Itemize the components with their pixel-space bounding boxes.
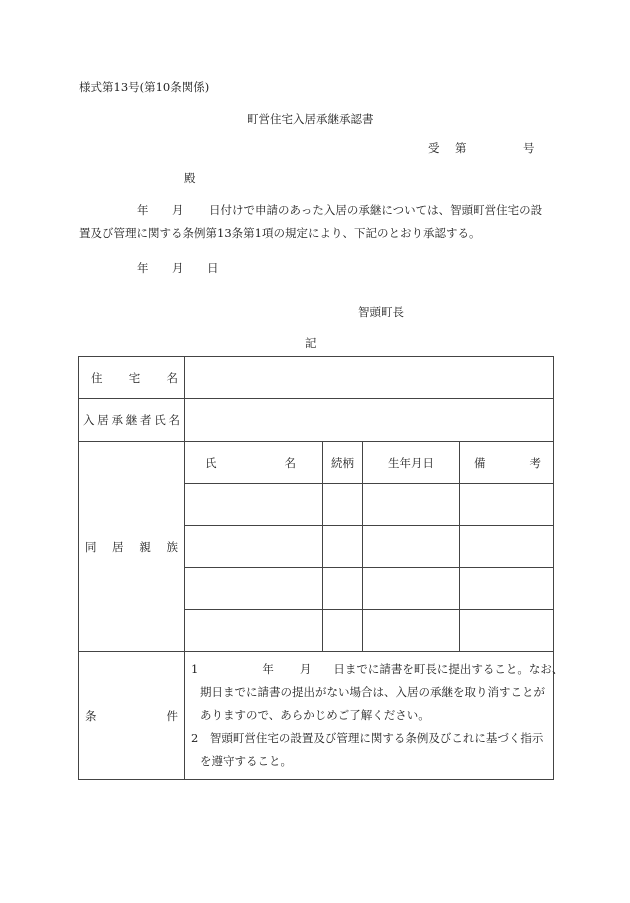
family-birthdate-cell[interactable] <box>363 610 460 652</box>
body-line1-text: 日付けで申請のあった入居の承継については、智頭町営住宅の設 <box>209 203 543 217</box>
family-relation-cell[interactable] <box>323 610 363 652</box>
family-remarks-cell[interactable] <box>460 568 554 610</box>
ki-heading: 記 <box>305 336 317 350</box>
header-relation: 続柄 <box>323 442 363 484</box>
housing-value-cell[interactable] <box>185 357 554 399</box>
form-number: 様式第13号(第10条関係) <box>79 80 210 94</box>
date-day: 日 <box>207 261 219 275</box>
family-remarks-cell[interactable] <box>460 610 554 652</box>
family-birthdate-cell[interactable] <box>363 568 460 610</box>
family-name-cell[interactable] <box>185 526 323 568</box>
successor-value-cell[interactable] <box>185 399 554 442</box>
document-title: 町営住宅入居承継承認書 <box>247 112 374 126</box>
reference-received: 受 <box>428 141 440 155</box>
family-relation-cell[interactable] <box>323 526 363 568</box>
header-birthdate: 生年月日 <box>363 442 460 484</box>
reference-dai: 第 <box>455 141 467 155</box>
reference-number-suffix: 号 <box>523 141 535 155</box>
family-header-row <box>79 442 554 484</box>
conditions-label: 条 件 <box>79 652 185 780</box>
addressee-suffix: 殿 <box>184 171 196 185</box>
family-name-cell[interactable] <box>185 610 323 652</box>
family-name-cell[interactable] <box>185 484 323 526</box>
condition-1-line2: 期日までに請書の提出がない場合は、入居の承継を取り消すことが <box>200 685 545 699</box>
date-year: 年 <box>137 261 149 275</box>
family-birthdate-cell[interactable] <box>363 484 460 526</box>
family-relation-cell[interactable] <box>323 568 363 610</box>
header-remarks: 備 考 <box>460 442 554 484</box>
family-label: 同 居 親 族 <box>79 442 185 652</box>
condition-2-line2: を遵守すること。 <box>200 754 292 768</box>
successor-row <box>79 399 554 442</box>
family-name-cell[interactable] <box>185 568 323 610</box>
conditions-row <box>79 652 554 780</box>
successor-label: 入 居 承 継 者 氏 名 <box>79 399 185 442</box>
date-month: 月 <box>172 261 184 275</box>
family-remarks-cell[interactable] <box>460 526 554 568</box>
housing-label: 住 宅 名 <box>79 357 185 399</box>
header-name: 氏 名 <box>185 442 323 484</box>
body-line2-text: 置及び管理に関する条例第13条第1項の規定により、下記のとおり承認する。 <box>79 226 481 240</box>
approval-table <box>78 356 564 780</box>
issuer-name: 智頭町長 <box>358 305 404 319</box>
housing-row <box>79 357 554 399</box>
conditions-text <box>185 652 564 780</box>
body-year: 年 <box>137 203 149 217</box>
family-birthdate-cell[interactable] <box>363 526 460 568</box>
body-month: 月 <box>172 203 184 217</box>
condition-2-line1: 2 智頭町営住宅の設置及び管理に関する条例及びこれに基づく指示 <box>191 731 544 745</box>
condition-1-line3: ありますので、あらかじめご了解ください。 <box>200 708 430 722</box>
family-relation-cell[interactable] <box>323 484 363 526</box>
condition-1-line1: 1 年 月 日までに請書を町長に提出すること。なお、 <box>191 662 564 676</box>
family-remarks-cell[interactable] <box>460 484 554 526</box>
